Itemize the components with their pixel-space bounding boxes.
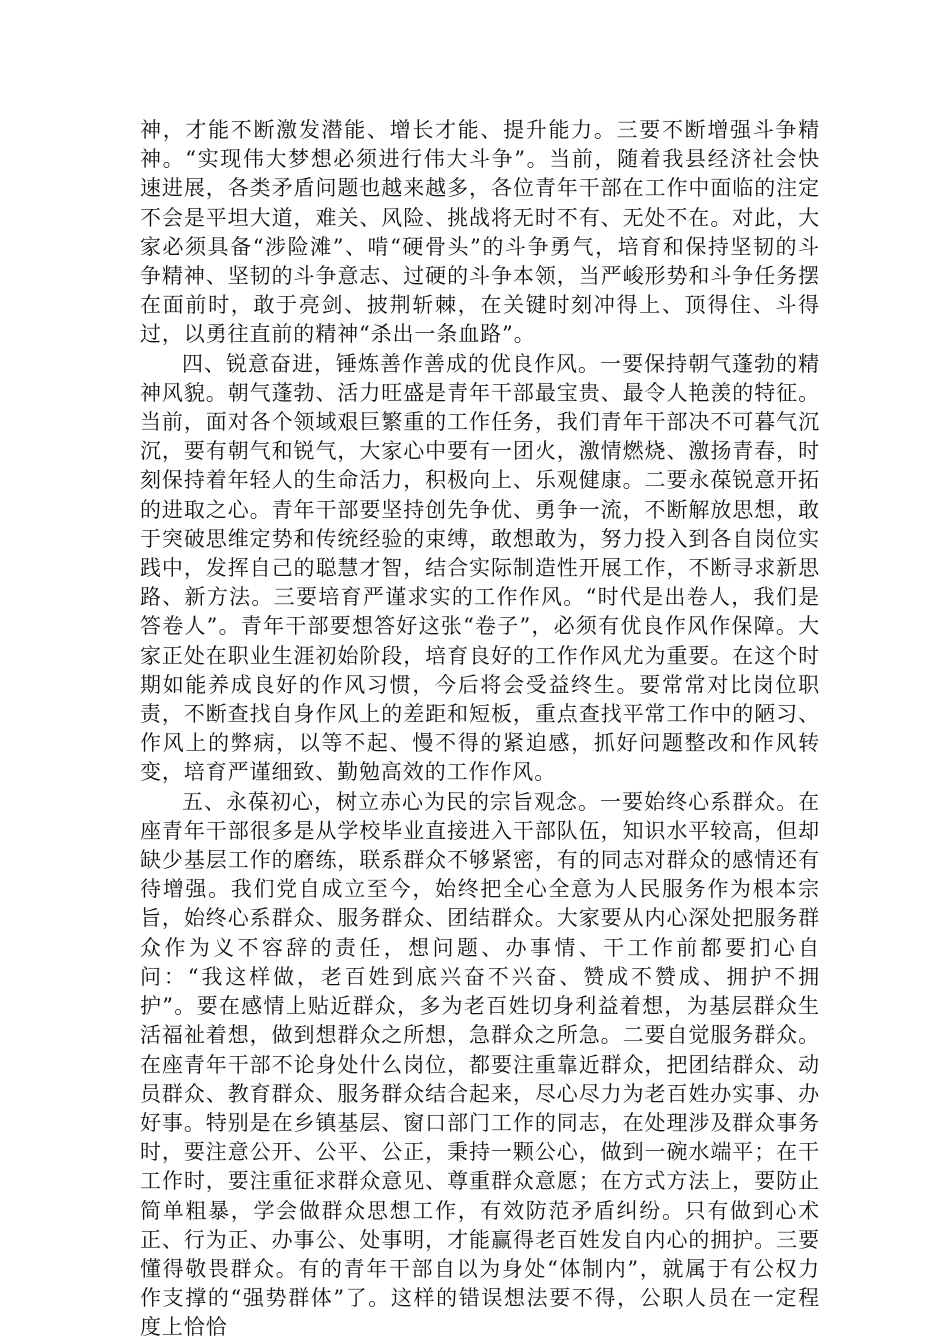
- paragraph-section-five-serve-people: 五、永葆初心，树立赤心为民的宗旨观念。一要始终心系群众。在座青年干部很多是从学校毕业直接进入干部队伍，知识水平较高，但却缺少基层工作的磨练，联系群众不够紧密，有的同志对群众的感情还有待增强。我们党自成立至今，始终把全心全意为人民服务作为根本宗旨，始终心系群众、服务群众、团结群众。大家要从内心深处把服务群众作为义不容辞的责任，想问题、办事情、干工作前都要扪心自问：“我这样做，老百姓到底兴奋不兴奋、赞成不赞成、拥护不拥护”。要在感情上贴近群众，多为老百姓切身利益着想，为基层群众生活福祉着想，做到想群众之所想，急群众之所急。二要自觉服务群众。在座青年干部不论身处什么岗位，都要注重靠近群众，把团结群众、动员群众、教育群众、服务群众结合起来，尽心尽力为老百姓办实事、办好事。特别是在乡镇基层、窗口部门工作的同志，在处理涉及群众事务时，要注意公开、公平、公正，秉持一颗公心，做到一碗水端平；在干工作时，要注重征求群众意见、尊重群众意愿；在方式方法上，要防止简单粗暴，学会做群众思想工作，有效防范矛盾纠纷。只有做到心术正、行为正、办事公、处事明，才能赢得老百姓发自内心的拥护。三要懂得敬畏群众。有的青年干部自以为身处“体制内”，就属于有公权力作支撑的“强势群体”了。这样的错误想法要不得，公职人员在一定程度上恰恰: [140, 789, 820, 1340]
- paragraph-section-four-work-style: 四、锐意奋进，锤炼善作善成的优良作风。一要保持朝气蓬勃的精神风貌。朝气蓬勃、活力旺盛是青年干部最宝贵、最令人艳羡的特征。当前，面对各个领域艰巨繁重的工作任务，我们青年干部决不可暮气沉沉，要有朝气和锐气，大家心中要有一团火，激情燃烧、激扬青春，时刻保持着年轻人的生命活力，积极向上、乐观健康。二要永葆锐意开拓的进取之心。青年干部要坚持创先争优、勇争一流，不断解放思想，敢于突破思维定势和传统经验的束缚，敢想敢为，努力投入到各自岗位实践中，发挥自己的聪慧才智，结合实际制造性开展工作，不断寻求新思路、新方法。三要培育严谨求实的工作作风。“时代是出卷人，我们是答卷人”。青年干部要想答好这张“卷子”，必须有优良作风作保障。大家正处在职业生涯初始阶段，培育良好的工作作风尤为重要。在这个时期如能养成良好的作风习惯，今后将会受益终生。要常常对比岗位职责，不断查找自身作风上的差距和短板，重点查找平常工作中的陋习、作风上的弊病，以等不起、慢不得的紧迫感，抓好问题整改和作风转变，培育严谨细致、勤勉高效的工作作风。: [140, 351, 820, 785]
- paragraph-struggle-spirit: 神，才能不断激发潜能、增长才能、提升能力。三要不断增强斗争精神。“实现伟大梦想必须进行伟大斗争”。当前，随着我县经济社会快速进展，各类矛盾问题也越来越多，各位青年干部在工作中面临的注定不会是平坦大道，难关、风险、挑战将无时不有、无处不在。对此，大家必须具备“涉险滩”、啃“硬骨头”的斗争勇气，培育和保持坚韧的斗争精神、坚韧的斗争意志、过硬的斗争本领，当严峻形势和斗争任务摆在面前时，敢于亮剑、披荆斩棘，在关键时刻冲得上、顶得住、斗得过，以勇往直前的精神“杀出一条血路”。: [140, 118, 820, 347]
- document-body: [140, 116, 820, 1343]
